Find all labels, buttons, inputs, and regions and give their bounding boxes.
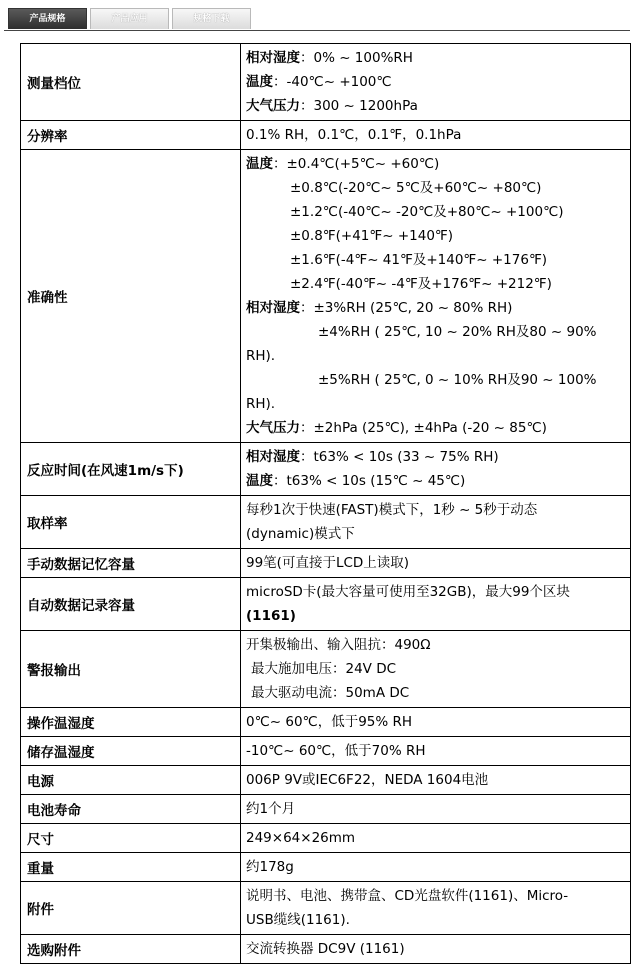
spec-value-text: 每秒1次于快速(FAST)模式下，1秒 ~ 5秒于动态 [246, 502, 538, 518]
spec-value-text: (dynamic)模式下 [246, 526, 355, 542]
spec-value-label: 相对湿度 [246, 50, 300, 66]
spec-value-label: 温度 [246, 156, 273, 172]
spec-value-text: 开集极输出、输入阻抗：490Ω [246, 637, 431, 653]
spec-value-text: ±1.2℃(-40℃~ -20℃及+80℃~ +100℃) [290, 204, 564, 220]
spec-value-line [246, 224, 626, 248]
spec-value-text: 最大施加电压：24V DC [251, 661, 397, 677]
spec-value-text: ：±3%RH (25℃, 20 ~ 80% RH) [300, 300, 513, 316]
spec-value-line [246, 94, 626, 118]
spec-row [21, 578, 631, 631]
spec-value-line [246, 937, 626, 961]
spec-value-label: 温度 [246, 74, 273, 90]
spec-value [241, 708, 631, 737]
spec-value-text: 0.1% RH，0.1℃，0.1℉，0.1hPa [246, 127, 462, 143]
spec-value-line [246, 657, 626, 681]
spec-key: 电池寿命 [21, 795, 241, 824]
spec-row [21, 496, 631, 549]
tab-bar [8, 8, 251, 31]
spec-value-line [246, 70, 626, 94]
spec-value-text: 249×64×26mm [246, 830, 356, 846]
spec-row [21, 853, 631, 882]
spec-key: 附件 [21, 882, 241, 935]
spec-row [21, 443, 631, 496]
spec-value-line [246, 498, 626, 522]
spec-value-line [246, 152, 626, 176]
spec-value-text: ：t63% < 10s (15℃ ~ 45℃) [273, 473, 466, 489]
spec-key: 储存温湿度 [21, 737, 241, 766]
spec-value-text: ±0.8℉(+41℉~ +140℉) [290, 228, 454, 244]
spec-table-body [21, 44, 631, 964]
tab-product-applications[interactable]: 产品应用 [90, 8, 169, 29]
spec-value-line [246, 855, 626, 879]
tab-spec-download[interactable]: 规格下载 [172, 8, 251, 29]
spec-key: 尺寸 [21, 824, 241, 853]
tab-underline [4, 30, 630, 31]
spec-key: 警报输出 [21, 631, 241, 708]
spec-key: 分辨率 [21, 121, 241, 150]
spec-value [241, 766, 631, 795]
spec-value-text: RH). [246, 396, 276, 412]
spec-value-text: ±0.8℃(-20℃~ 5℃及+60℃~ +80℃) [290, 180, 542, 196]
spec-value-text: ：0% ~ 100%RH [300, 50, 413, 66]
spec-value-text: ：±0.4℃(+5℃~ +60℃) [273, 156, 440, 172]
spec-row [21, 795, 631, 824]
spec-value-label: 相对湿度 [246, 449, 300, 465]
spec-value-label: 大气压力 [246, 420, 300, 436]
spec-value-text: ：-40℃~ +100℃ [273, 74, 392, 90]
spec-value [241, 737, 631, 766]
spec-value [241, 935, 631, 964]
spec-value-line [246, 768, 626, 792]
spec-value-text: microSD卡(最大容量可使用至32GB)，最大99个区块 [246, 584, 570, 600]
spec-key: 测量档位 [21, 44, 241, 121]
spec-table [20, 43, 631, 964]
spec-value-line [246, 908, 626, 932]
spec-value-text: 说明书、电池、携带盒、CD光盘软件(1161)、Micro- [246, 888, 569, 904]
spec-value-label: (1161) [246, 608, 296, 624]
spec-row [21, 44, 631, 121]
spec-row [21, 824, 631, 853]
spec-value-text: ±2.4℉(-40℉~ -4℉及+176℉~ +212℉) [290, 276, 552, 292]
spec-key: 手动数据记忆容量 [21, 549, 241, 578]
spec-value-text: ±1.6℉(-4℉~ 41℉及+140℉~ +176℉) [290, 252, 548, 268]
spec-value [241, 631, 631, 708]
spec-value [241, 121, 631, 150]
spec-value [241, 443, 631, 496]
spec-value-line [246, 580, 626, 604]
spec-value-line [246, 176, 626, 200]
spec-value [241, 795, 631, 824]
spec-key: 重量 [21, 853, 241, 882]
spec-value-line [246, 123, 626, 147]
spec-value-line [246, 797, 626, 821]
spec-value-line [246, 710, 626, 734]
spec-value-line [246, 522, 626, 546]
spec-key: 准确性 [21, 150, 241, 443]
spec-value-text: -10℃~ 60℃，低于70% RH [246, 743, 426, 759]
spec-value-line [246, 604, 626, 628]
spec-value-line [246, 551, 626, 575]
spec-value-line [246, 681, 626, 705]
spec-row [21, 631, 631, 708]
spec-value [241, 578, 631, 631]
spec-key: 电源 [21, 766, 241, 795]
spec-row [21, 935, 631, 964]
spec-value-line [246, 46, 626, 70]
spec-value-text: 最大驱动电流：50mA DC [251, 685, 410, 701]
spec-value-text: ：300 ~ 1200hPa [300, 98, 418, 114]
spec-value-line [246, 344, 626, 368]
spec-row [21, 121, 631, 150]
spec-value-line [246, 272, 626, 296]
spec-key: 选购附件 [21, 935, 241, 964]
spec-row [21, 737, 631, 766]
spec-value-text: 约1个月 [246, 801, 296, 817]
spec-value-line [246, 445, 626, 469]
spec-value-text: 99笔(可直接于LCD上读取) [246, 555, 410, 571]
spec-value-line [246, 296, 626, 320]
spec-value-label: 温度 [246, 473, 273, 489]
spec-row [21, 882, 631, 935]
spec-value-line [246, 392, 626, 416]
spec-key: 反应时间(在风速1m/s下) [21, 443, 241, 496]
spec-value [241, 44, 631, 121]
spec-value-text: RH). [246, 348, 276, 364]
spec-row [21, 150, 631, 443]
spec-key: 操作温湿度 [21, 708, 241, 737]
spec-value-line [246, 416, 626, 440]
spec-value-text: 006P 9V或IEC6F22，NEDA 1604电池 [246, 772, 489, 788]
spec-value [241, 496, 631, 549]
spec-value-text: ±5%RH ( 25℃, 0 ~ 10% RH及90 ~ 100% [318, 372, 597, 388]
spec-value-line [246, 884, 626, 908]
spec-value-text: 约178g [246, 859, 294, 875]
spec-value-text: 交流转换器 DC9V (1161) [246, 941, 405, 957]
spec-value-line [246, 200, 626, 224]
spec-value [241, 824, 631, 853]
spec-value-line [246, 826, 626, 850]
spec-value-line [246, 469, 626, 493]
spec-value-label: 大气压力 [246, 98, 300, 114]
spec-row [21, 549, 631, 578]
spec-value-text: ±4%RH ( 25℃, 10 ~ 20% RH及80 ~ 90% [318, 324, 597, 340]
tab-product-specs[interactable]: 产品规格 [8, 8, 87, 29]
spec-row [21, 766, 631, 795]
spec-value-text: ：t63% < 10s (33 ~ 75% RH) [300, 449, 499, 465]
spec-value [241, 150, 631, 443]
spec-value-text: ：±2hPa (25℃), ±4hPa (-20 ~ 85℃) [300, 420, 547, 436]
spec-row [21, 708, 631, 737]
spec-value-line [246, 320, 626, 344]
spec-key: 取样率 [21, 496, 241, 549]
spec-value-line [246, 633, 626, 657]
spec-value [241, 549, 631, 578]
spec-value-line [246, 248, 626, 272]
spec-value [241, 853, 631, 882]
spec-key: 自动数据记录容量 [21, 578, 241, 631]
spec-value-line [246, 368, 626, 392]
spec-value-line [246, 739, 626, 763]
spec-value-label: 相对湿度 [246, 300, 300, 316]
spec-value [241, 882, 631, 935]
spec-value-text: USB缆线(1161). [246, 912, 350, 928]
spec-value-text: 0℃~ 60℃，低于95% RH [246, 714, 413, 730]
